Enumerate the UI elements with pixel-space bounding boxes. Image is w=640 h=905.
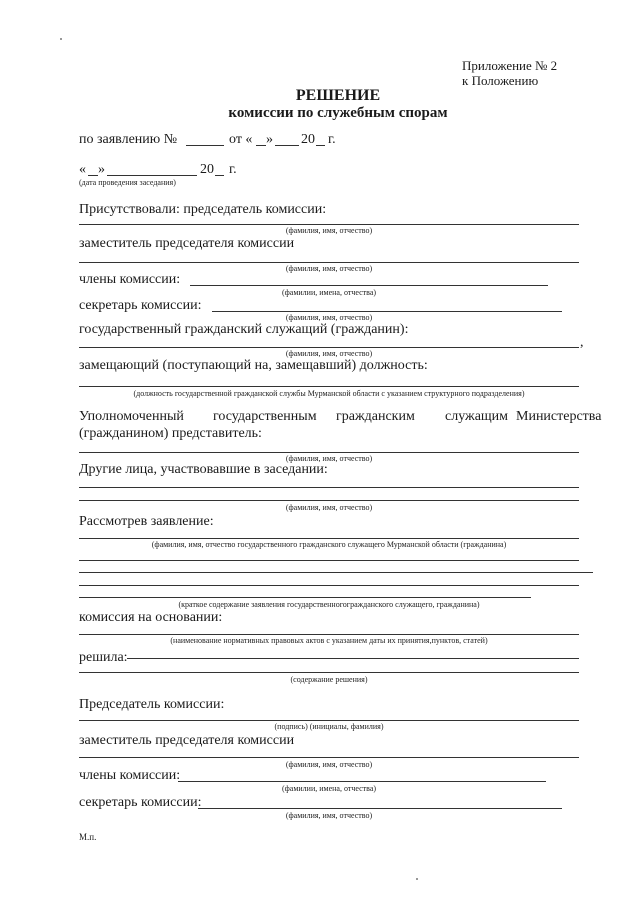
decision-field-1[interactable]: [127, 658, 579, 659]
review-name-caption: (фамилия, имя, отчество государственного гражданского служащего Мурманской области (гражданина): [151, 540, 507, 549]
position-caption: (должность государственной гражданской службы Мурманской области с указанием структурного подразделения): [133, 389, 525, 398]
basis-field[interactable]: [79, 634, 579, 635]
members-names-field[interactable]: [190, 285, 548, 286]
meeting-month-field[interactable]: [107, 175, 197, 176]
deputy-chair-label: заместитель председателя комиссии: [79, 236, 295, 251]
signature-members-caption: (фамилии, имена, отчества): [281, 784, 377, 793]
scan-speck: [60, 38, 62, 40]
basis-caption: (наименование нормативных правовых актов с указанием даты их принятия,пунктов, статей): [170, 636, 488, 645]
members-caption: (фамилии, имена, отчества): [281, 288, 377, 297]
signature-deputy-caption: (фамилия, имя, отчество): [285, 760, 373, 769]
review-name-field[interactable]: [79, 538, 579, 539]
representative-caption: (фамилия, имя, отчество): [285, 454, 373, 463]
document-title: РЕШЕНИЕ: [295, 87, 381, 104]
review-label: Рассмотрев заявление:: [79, 514, 214, 529]
document-subtitle: комиссии по служебным спорам: [228, 105, 448, 121]
representative-label: (гражданином) представитель:: [79, 426, 262, 441]
representative-word-2: государственным: [213, 409, 317, 424]
basis-label: комиссия на основании:: [79, 610, 223, 625]
review-summary-field-4[interactable]: [79, 597, 531, 598]
representative-name-field[interactable]: [79, 452, 579, 453]
representative-word-1: Уполномоченный: [79, 409, 184, 424]
position-label: замещающий (поступающий на, замещавший) должность:: [79, 358, 428, 373]
decision-field-2[interactable]: [79, 672, 579, 673]
application-number-field[interactable]: [186, 145, 224, 146]
signature-members-field[interactable]: [178, 781, 546, 782]
civil-servant-name-field[interactable]: [79, 347, 579, 348]
others-field-1[interactable]: [79, 487, 579, 488]
signature-deputy-field[interactable]: [79, 757, 579, 758]
application-year-prefix: 20: [301, 132, 315, 147]
civil-servant-label: государственный гражданский служащий (гражданин):: [79, 322, 409, 337]
present-chair-label: Присутствовали: председатель комиссии:: [79, 202, 327, 217]
decision-caption: (содержание решения): [290, 675, 368, 684]
appendix-reference: к Положению: [462, 73, 539, 88]
signature-chair-field[interactable]: [79, 720, 579, 721]
others-caption: (фамилия, имя, отчество): [285, 503, 373, 512]
review-summary-field-2[interactable]: [79, 572, 593, 573]
decided-label: решила:: [79, 650, 128, 665]
meeting-year-field[interactable]: [215, 175, 224, 176]
meeting-date-close-quote: »: [98, 162, 105, 177]
representative-word-4: служащим: [445, 409, 509, 424]
application-day-field[interactable]: [256, 145, 266, 146]
deputy-chair-name-field[interactable]: [79, 262, 579, 263]
application-year-field[interactable]: [316, 145, 325, 146]
review-summary-field-3[interactable]: [79, 585, 579, 586]
deputy-chair-caption: (фамилия, имя, отчество): [285, 264, 373, 273]
scan-speck: [416, 878, 418, 880]
civil-servant-caption: (фамилия, имя, отчество): [285, 349, 373, 358]
representative-word-3: гражданским: [336, 409, 415, 424]
signature-chair-caption: (подпись) (инициалы, фамилия): [274, 722, 384, 731]
secretary-label: секретарь комиссии:: [79, 298, 202, 313]
signature-chair-label: Председатель комиссии:: [79, 697, 225, 712]
stamp-place-label: М.п.: [79, 832, 97, 842]
review-summary-caption: (краткое содержание заявления государственногогражданского служащего, гражданина): [178, 600, 480, 609]
representative-word-5: Министерства: [516, 409, 602, 424]
meeting-year-prefix: 20: [200, 162, 214, 177]
meeting-date-caption: (дата проведения заседания): [79, 178, 176, 187]
signature-secretary-label: секретарь комиссии:: [79, 795, 202, 810]
others-label: Другие лица, участвовавшие в заседании:: [79, 462, 328, 477]
position-field[interactable]: [79, 386, 579, 387]
signature-members-label: члены комиссии:: [79, 768, 181, 783]
application-number-label: по заявлению №: [79, 132, 178, 147]
members-label: члены комиссии:: [79, 272, 181, 287]
application-date-from-label: от «: [229, 132, 253, 147]
meeting-date-open-quote: «: [79, 162, 86, 177]
secretary-caption: (фамилия, имя, отчество): [285, 313, 373, 322]
review-summary-field-1[interactable]: [79, 560, 579, 561]
meeting-year-suffix: г.: [229, 162, 237, 177]
meeting-day-field[interactable]: [88, 175, 98, 176]
application-year-suffix: г.: [328, 132, 336, 147]
chair-name-field[interactable]: [79, 224, 579, 225]
signature-secretary-caption: (фамилия, имя, отчество): [285, 811, 373, 820]
signature-deputy-label: заместитель председателя комиссии: [79, 733, 295, 748]
application-quote-close: »: [266, 132, 273, 147]
application-month-field[interactable]: [275, 145, 299, 146]
others-field-2[interactable]: [79, 500, 579, 501]
civil-servant-comma: ,: [580, 335, 584, 350]
secretary-name-field[interactable]: [212, 311, 562, 312]
signature-secretary-field[interactable]: [198, 808, 562, 809]
appendix-label: Приложение № 2: [462, 58, 558, 73]
chair-name-caption: (фамилия, имя, отчество): [285, 226, 373, 235]
